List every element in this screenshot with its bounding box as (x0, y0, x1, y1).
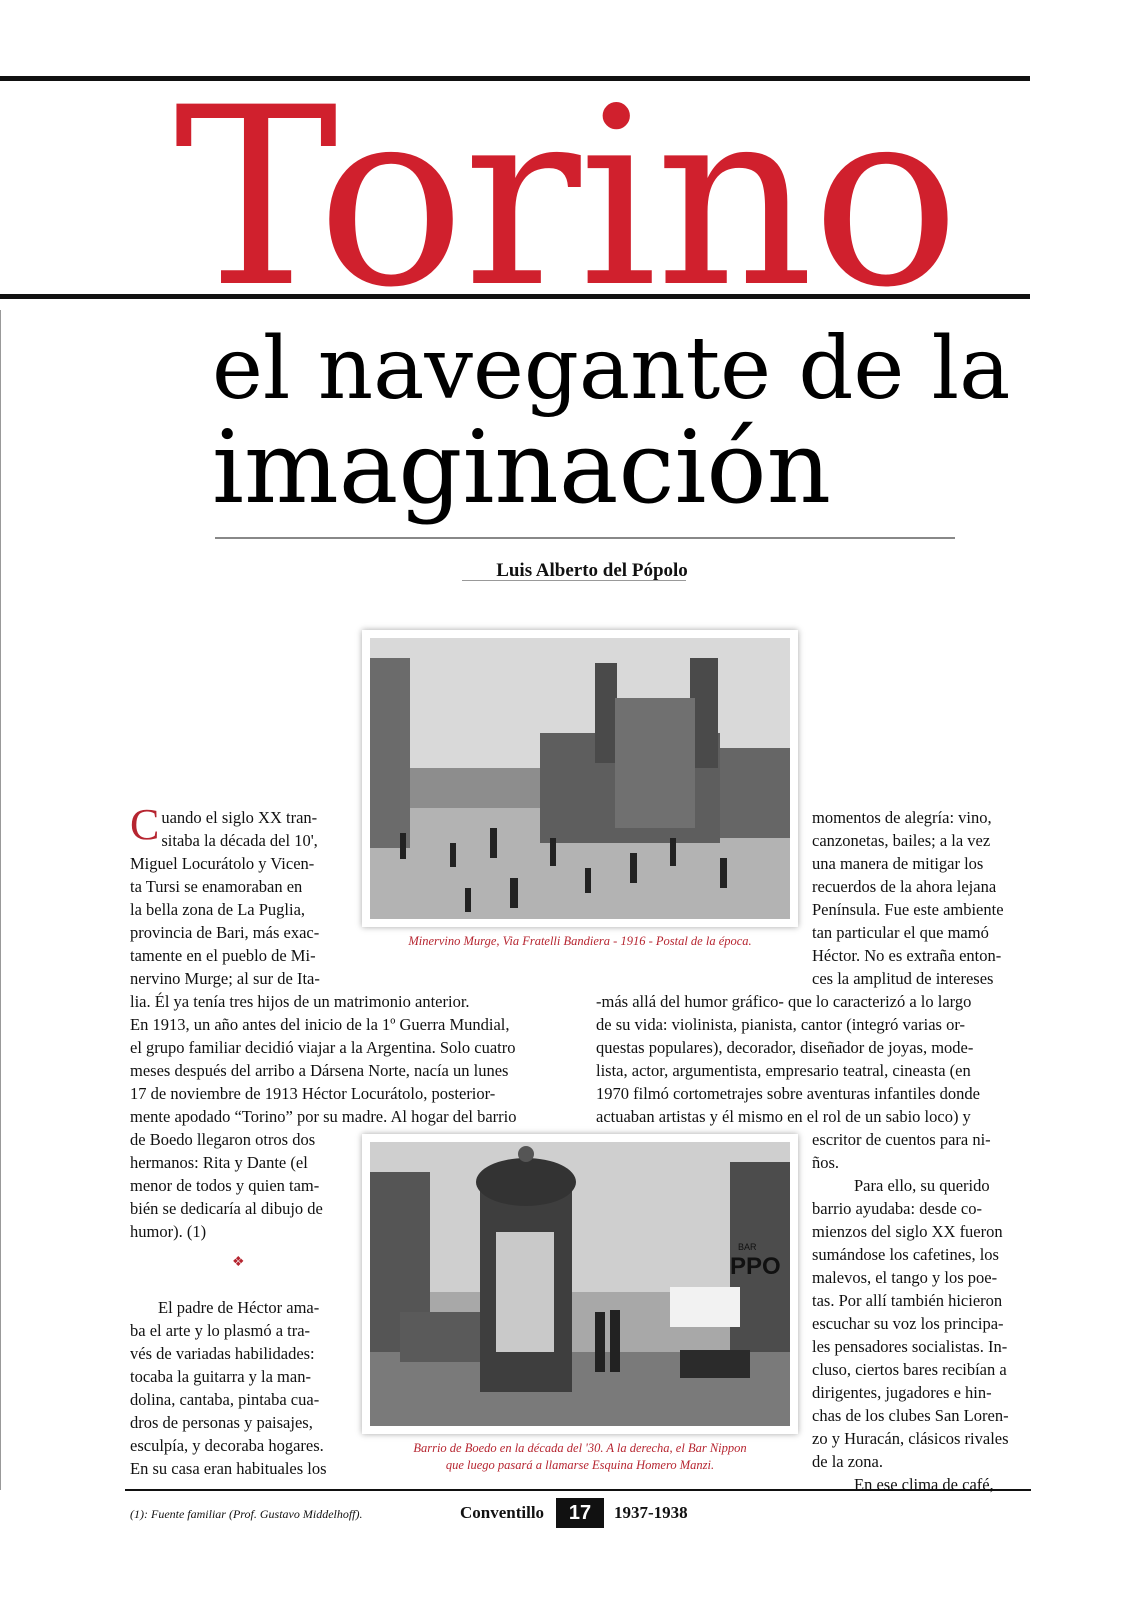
text-line: zo y Huracán, clásicos rivales (812, 1429, 1009, 1448)
text-line: recuerdos de la ahora lejana (812, 877, 997, 896)
text-line: El padre de Héctor ama- (158, 1298, 320, 1317)
photo2-caption-line-1: Barrio de Boedo en la década del '30. A la derecha, el Bar Nippon (413, 1441, 747, 1455)
bar-sign-text: PPO (730, 1253, 781, 1280)
text-line: hermanos: Rita y Dante (el (130, 1153, 308, 1172)
text-line: provincia de Bari, más exac- (130, 923, 320, 942)
text-line: malevos, el tango y los poe- (812, 1268, 998, 1287)
text-line: canzonetas, bailes; a la vez (812, 831, 991, 850)
article-title: Torino (174, 56, 958, 342)
text-line: escritor de cuentos para ni- (812, 1130, 991, 1149)
drop-cap: C (130, 800, 160, 849)
text-line: 17 de noviembre de 1913 Héctor Locurátolo, posterior- (130, 1084, 496, 1103)
text-line: actuaban artistas y él mismo en el rol de un sabio loco) y (596, 1107, 971, 1126)
text-line: dolina, cantaba, pintaba cua- (130, 1390, 320, 1409)
subtitle-line-2: imaginación (212, 409, 832, 526)
text-line: ces la amplitud de intereses (812, 969, 994, 988)
author-top-rule (215, 537, 955, 539)
bar-sign-top: BAR (738, 1242, 757, 1252)
text-line: el grupo familiar decidió viajar a la Argentina. Solo cuatro (130, 1038, 516, 1057)
text-line: tamente en el pueblo de Mi- (130, 946, 316, 965)
photo2-caption (362, 1440, 798, 1474)
text-line: dros de personas y paisajes, (130, 1413, 313, 1432)
issue-years: 1937-1938 (614, 1503, 688, 1522)
photo2-caption-line-2: que luego pasará a llamarse Esquina Homero Manzi. (445, 1458, 715, 1472)
text-line: cluso, ciertos bares recibían a (812, 1360, 1007, 1379)
column-left-bottom (130, 1296, 347, 1480)
text-line: questas populares), decorador, diseñador de joyas, mode- (596, 1038, 974, 1057)
photo1-caption: Minervino Murge, Via Fratelli Bandiera - 1916 - Postal de la época. (408, 934, 752, 948)
page-number: 17 (556, 1498, 604, 1528)
text-line: ta Tursi se enamoraban en (130, 877, 303, 896)
text-line: de la zona. (812, 1452, 884, 1471)
text-line: Para ello, su querido (854, 1176, 990, 1195)
text-line: En su casa eran habituales los (130, 1459, 327, 1478)
photo-minervino-church (362, 630, 798, 927)
column-right-bottom (812, 1128, 1030, 1496)
text-line: tan particular el que mamó (812, 923, 989, 942)
text-line: lista, actor, argumentista, empresario teatral, cineasta (en (596, 1061, 971, 1080)
section-ornament: ❖ (232, 1255, 245, 1270)
text-line: esculpía, y decoraba hogares. (130, 1436, 324, 1455)
text-line: En ese clima de café, (854, 1475, 994, 1494)
text-line: En 1913, un año antes del inicio de la 1º Guerra Mundial, (130, 1015, 510, 1034)
text-line: 1970 filmó cortometrajes sobre aventuras infantiles donde (596, 1084, 980, 1103)
text-line: mienzos del siglo XX fueron (812, 1222, 1003, 1241)
text-line: chas de los clubes San Loren- (812, 1406, 1009, 1425)
text-line: menor de todos y quien tam- (130, 1176, 320, 1195)
text-line: uando el siglo XX tran- (161, 808, 318, 827)
text-line: tocaba la guitarra y la man- (130, 1367, 311, 1386)
text-line: mente apodado “Torino” por su madre. Al hogar del barrio (130, 1107, 517, 1126)
text-line: tas. Por allí también hicieron (812, 1291, 1003, 1310)
text-line: de su vida: violinista, pianista, cantor (integró varias or- (596, 1015, 965, 1034)
text-line: sitaba la década del 10', (161, 831, 318, 850)
text-line: ba el arte y lo plasmó a tra- (130, 1321, 311, 1340)
column-right-top (812, 806, 1030, 990)
text-line: les pensadores socialistas. In- (812, 1337, 1008, 1356)
wide-left-block (130, 990, 567, 1128)
text-line: de Boedo llegaron otros dos (130, 1130, 316, 1149)
wide-right-block (596, 990, 1030, 1128)
left-margin-rule (0, 310, 1, 1490)
text-line: dirigentes, jugadores e hin- (812, 1383, 992, 1402)
text-line: bién se dedicaría al dibujo de (130, 1199, 323, 1218)
text-line: Miguel Locurátolo y Vicen- (130, 854, 315, 873)
photo-boedo-kiosk (362, 1134, 798, 1434)
text-line: una manera de mitigar los (812, 854, 984, 873)
subtitle-line-1: el navegante de la (212, 319, 1011, 419)
text-line: nervino Murge; al sur de Ita- (130, 969, 320, 988)
text-line: barrio ayudaba: desde co- (812, 1199, 982, 1218)
text-line: vés de variadas habilidades: (130, 1344, 315, 1363)
text-line: humor). (1) (130, 1222, 207, 1241)
magazine-name: Conventillo (460, 1503, 545, 1522)
text-line: meses después del arribo a Dársena Norte, nacía un lunes (130, 1061, 509, 1080)
text-line: ños. (812, 1153, 840, 1172)
text-line: Península. Fue este ambiente (812, 900, 1004, 919)
column-left-top (130, 800, 347, 990)
column-left-mid (130, 1128, 347, 1243)
text-line: Héctor. No es extraña enton- (812, 946, 1002, 965)
author-name: Luis Alberto del Pópolo (496, 560, 688, 581)
text-line: lia. Él ya tenía tres hijos de un matrimonio anterior. (130, 992, 470, 1011)
text-line: -más allá del humor gráfico- que lo caracterizó a lo largo (596, 992, 972, 1011)
text-line: la bella zona de La Puglia, (130, 900, 306, 919)
text-line: sumándose los cafetines, los (812, 1245, 999, 1264)
text-line: momentos de alegría: vino, (812, 808, 992, 827)
text-line: escuchar su voz los principa- (812, 1314, 1004, 1333)
footnote: (1): Fuente familiar (Prof. Gustavo Middelhoff). (130, 1507, 363, 1521)
